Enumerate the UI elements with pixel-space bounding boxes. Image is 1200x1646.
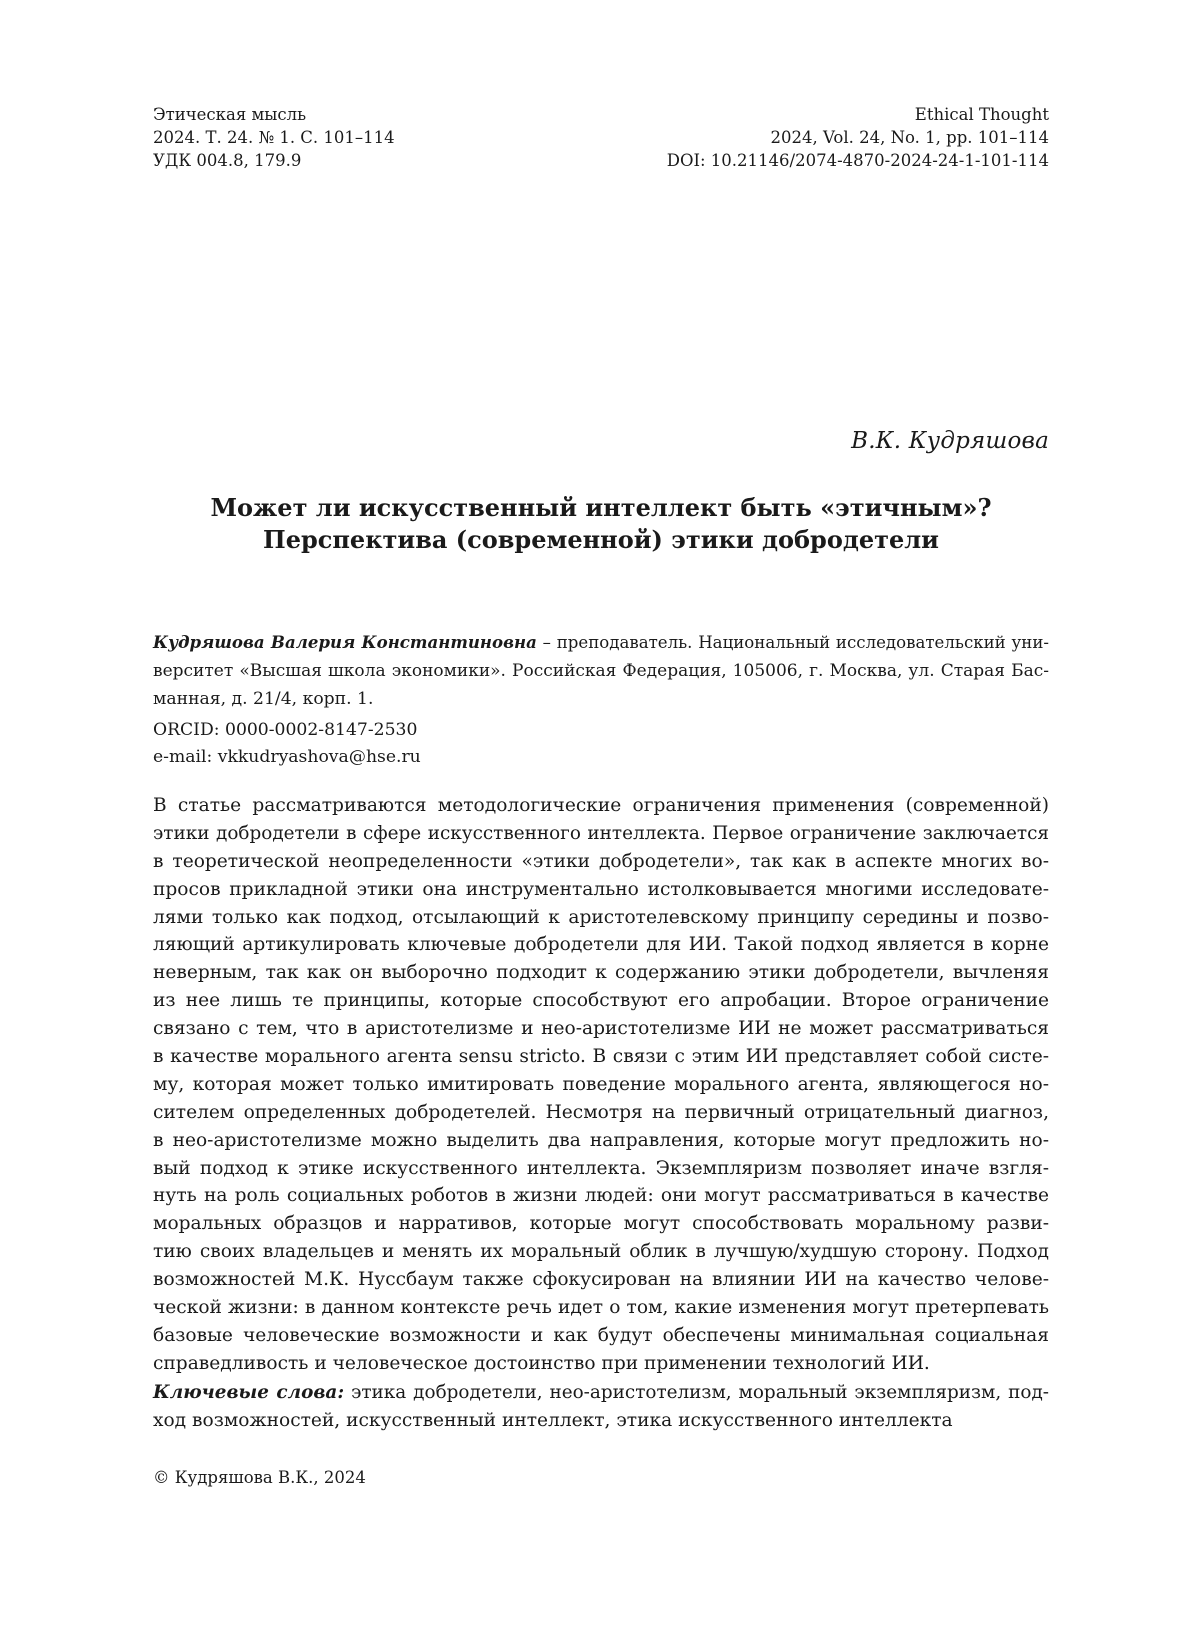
keywords-line: ход возможностей, искусственный интеллект, этика искусственного интеллекта [153,1410,953,1431]
abstract-line: нуть на роль социальных роботов в жизни людей: они могут рассматриваться в качестве [153,1185,1049,1207]
abstract-line: моральных образцов и нарративов, которые могут способствовать моральному разви- [153,1213,1049,1235]
abstract-line: справедливость и человеческое достоинство при применении технологий ИИ. [153,1352,930,1374]
keywords-text: этика добродетели, нео-аристотелизм, моральный экземпляризм, под- [344,1382,1049,1403]
abstract-line: тию своих владельцев и менять их моральный облик в лучшую/худшую сторону. Подход [153,1241,1049,1263]
abstract-line: сителем определенных добродетелей. Несмотря на первичный отрицательный диагноз, [153,1101,1049,1123]
udc-code: УДК 004.8, 179.9 [153,151,302,170]
header-right [667,103,1049,172]
issue-info-ru: 2024. Т. 24. № 1. С. 101–114 [153,128,395,147]
header-left [153,103,395,172]
doi: DOI: 10.21146/2074-4870-2024-24-1-101-114 [666,151,1049,170]
abstract-line: базовые человеческие возможности и как будут обеспечены минимальная социальная [153,1324,1049,1346]
abstract-line: В статье рассматриваются методологические ограничения применения (современной) [153,795,1049,816]
abstract-line: связано с тем, что в аристотелизме и нео-аристотелизме ИИ не может рассматриваться [153,1018,1049,1040]
journal-header [153,103,1049,172]
email: e-mail: vkkudryashova@hse.ru [153,747,421,767]
keywords [153,1379,1049,1435]
article-page [153,0,1049,1646]
abstract-line: неверным, так как он выборочно подходит к содержанию этики добродетели, вычленяя [153,962,1049,984]
abstract-line: в теоретической неопределенности «этики добродетели», так как в аспекте многих во- [153,850,1049,872]
author-affiliation [153,628,1049,713]
abstract-line: лями только как подход, отсылающий к аристотелевскому принципу середины и позво- [153,906,1049,928]
affiliation-line: верситет «Высшая школа экономики». Российская Федерация, 105006, г. Москва, ул. Старая Бас- [153,661,1049,681]
abstract-line: в нео-аристотелизме можно выделить два направления, которые могут предложить но- [153,1129,1049,1151]
abstract [153,792,1049,1378]
affiliation-text: – преподаватель. Национальный исследовательский уни- [536,633,1049,652]
abstract-line: вый подход к этике искусственного интеллекта. Экземпляризм позволяет иначе взгля- [153,1157,1049,1179]
journal-name-ru: Этическая мысль [153,105,307,124]
abstract-line: му, которая может только имитировать поведение морального агента, являющегося но- [153,1073,1049,1095]
author-full-name: Кудряшова Валерия Константиновна [153,632,537,652]
abstract-line: ляющий артикулировать ключевые добродетели для ИИ. Такой подход является в корне [153,934,1049,956]
abstract-line: ческой жизни: в данном контексте речь идет о том, какие изменения могут претерпевать [153,1297,1049,1319]
abstract-line: просов прикладной этики она инструментально истолковывается многими исследовате- [153,878,1049,900]
author-short-name: В.К. Кудряшова [851,428,1049,454]
title-line-1: Может ли искусственный интеллект быть «этичным»? [210,493,992,522]
title-line-2: Перспектива (современной) этики добродетели [263,525,939,554]
abstract-line: этики добродетели в сфере искусственного интеллекта. Первое ограничение заключается [153,822,1049,844]
abstract-line: из нее лишь те принципы, которые способствуют его апробации. Второе ограничение [153,990,1049,1012]
affiliation-line [153,628,1049,657]
copyright: © Кудряшова В.К., 2024 [153,1468,366,1487]
keywords-label: Ключевые слова: [153,1382,345,1403]
keywords-line [153,1379,1049,1407]
issue-info-en: 2024, Vol. 24, No. 1, pp. 101–114 [770,128,1049,147]
orcid: ORCID: 0000-0002-8147-2530 [153,720,418,740]
article-title [153,492,1049,556]
abstract-line: в качестве морального агента sensu stricto. В связи с этим ИИ представляет собой систе- [153,1046,1049,1068]
author-identifiers [153,717,1049,771]
journal-name-en: Ethical Thought [914,105,1049,124]
affiliation-line: манная, д. 21/4, корп. 1. [153,689,374,709]
abstract-line: возможностей М.К. Нуссбаум также сфокусирован на влиянии ИИ на качество челове- [153,1269,1049,1291]
